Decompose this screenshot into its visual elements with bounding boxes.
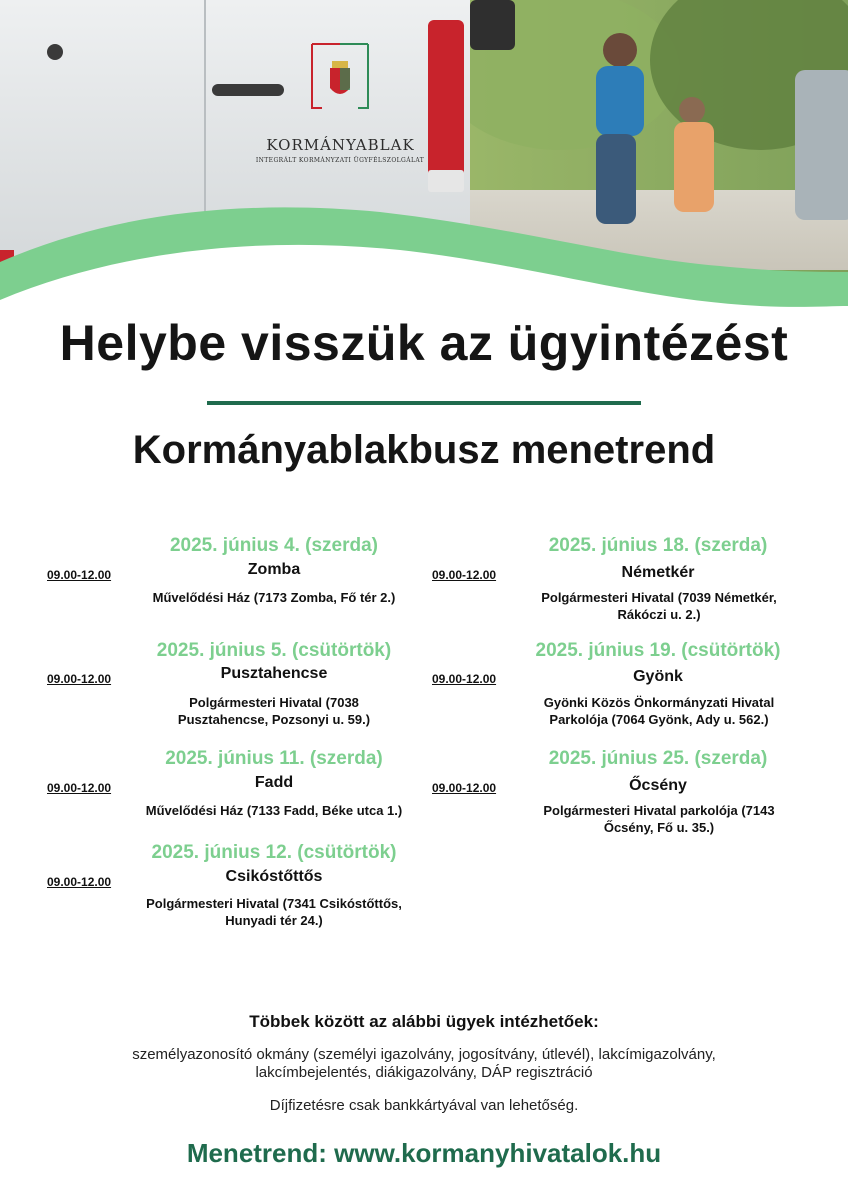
entry-time: 09.00-12.00 xyxy=(432,672,497,686)
entry-time: 09.00-12.00 xyxy=(47,875,112,889)
schedule-url[interactable]: Menetrend: www.kormanyhivatalok.hu xyxy=(186,1138,662,1168)
entry-date: 2025. június 18. (szerda) xyxy=(548,535,768,556)
entry-address: Polgármesteri Hivatal (7341 Csikóstőttős, Hunyadi tér 24.) xyxy=(146,896,402,928)
entry-date: 2025. június 19. (csütörtök) xyxy=(535,640,781,661)
entry-date: 2025. június 4. (szerda) xyxy=(169,535,379,556)
hero-photo xyxy=(0,0,848,320)
entry-town: Fadd xyxy=(254,774,294,791)
entry-time: 09.00-12.00 xyxy=(47,568,112,582)
entry-time: 09.00-12.00 xyxy=(47,672,112,686)
title-divider xyxy=(207,401,641,405)
services-heading: Többek között az alábbi ügyek intézhetőek: xyxy=(249,1012,599,1031)
entry-town: Őcsény xyxy=(629,777,687,794)
entry-address: Művelődési Ház (7133 Fadd, Béke utca 1.) xyxy=(145,803,403,818)
payment-note: Díjfizetésre csak bankkártyával van lehetőség. xyxy=(269,1097,579,1114)
logo-name: KORMÁNYABLAK xyxy=(266,136,415,154)
entry-town: Gyönk xyxy=(633,668,683,685)
entry-town: Zomba xyxy=(247,561,301,578)
entry-date: 2025. június 11. (szerda) xyxy=(165,748,383,769)
entry-address: Polgármesteri Hivatal (7039 Németkér, Rákóczi u. 2.) xyxy=(541,590,777,622)
page-title: Helybe visszük az ügyintézést xyxy=(59,315,789,371)
logo-tagline: INTEGRÁLT KORMÁNYZATI ÜGYFÉLSZOLGÁLAT xyxy=(255,157,425,164)
entry-town: Németkér xyxy=(621,564,695,581)
entry-town: Pusztahencse xyxy=(220,665,328,682)
entry-address: Polgármesteri Hivatal (7038 Pusztahencse, Pozsonyi u. 59.) xyxy=(177,695,371,727)
entry-town: Csikóstőttős xyxy=(225,868,323,885)
entry-time: 09.00-12.00 xyxy=(47,781,112,795)
entry-time: 09.00-12.00 xyxy=(432,781,497,795)
page-subtitle: Kormányablakbusz menetrend xyxy=(132,428,716,472)
entry-address: Művelődési Ház (7173 Zomba, Fő tér 2.) xyxy=(152,590,396,605)
entry-time: 09.00-12.00 xyxy=(432,568,497,582)
entry-address: Gyönki Közös Önkormányzati Hivatal Parkolója (7064 Gyönk, Ady u. 562.) xyxy=(543,695,775,727)
entry-date: 2025. június 12. (csütörtök) xyxy=(151,842,397,863)
entry-date: 2025. június 25. (szerda) xyxy=(548,748,768,769)
services-list: személyazonosító okmány (személyi igazolvány, jogosítvány, útlevél), lakcímigazolvány, lakcímbejelentés, diákigazolvány, DÁP regisztráció xyxy=(132,1046,716,1081)
entry-date: 2025. június 5. (csütörtök) xyxy=(156,640,392,661)
car-shape xyxy=(795,70,848,220)
entry-address: Polgármesteri Hivatal parkolója (7143 Őcsény, Fő u. 35.) xyxy=(543,803,775,835)
